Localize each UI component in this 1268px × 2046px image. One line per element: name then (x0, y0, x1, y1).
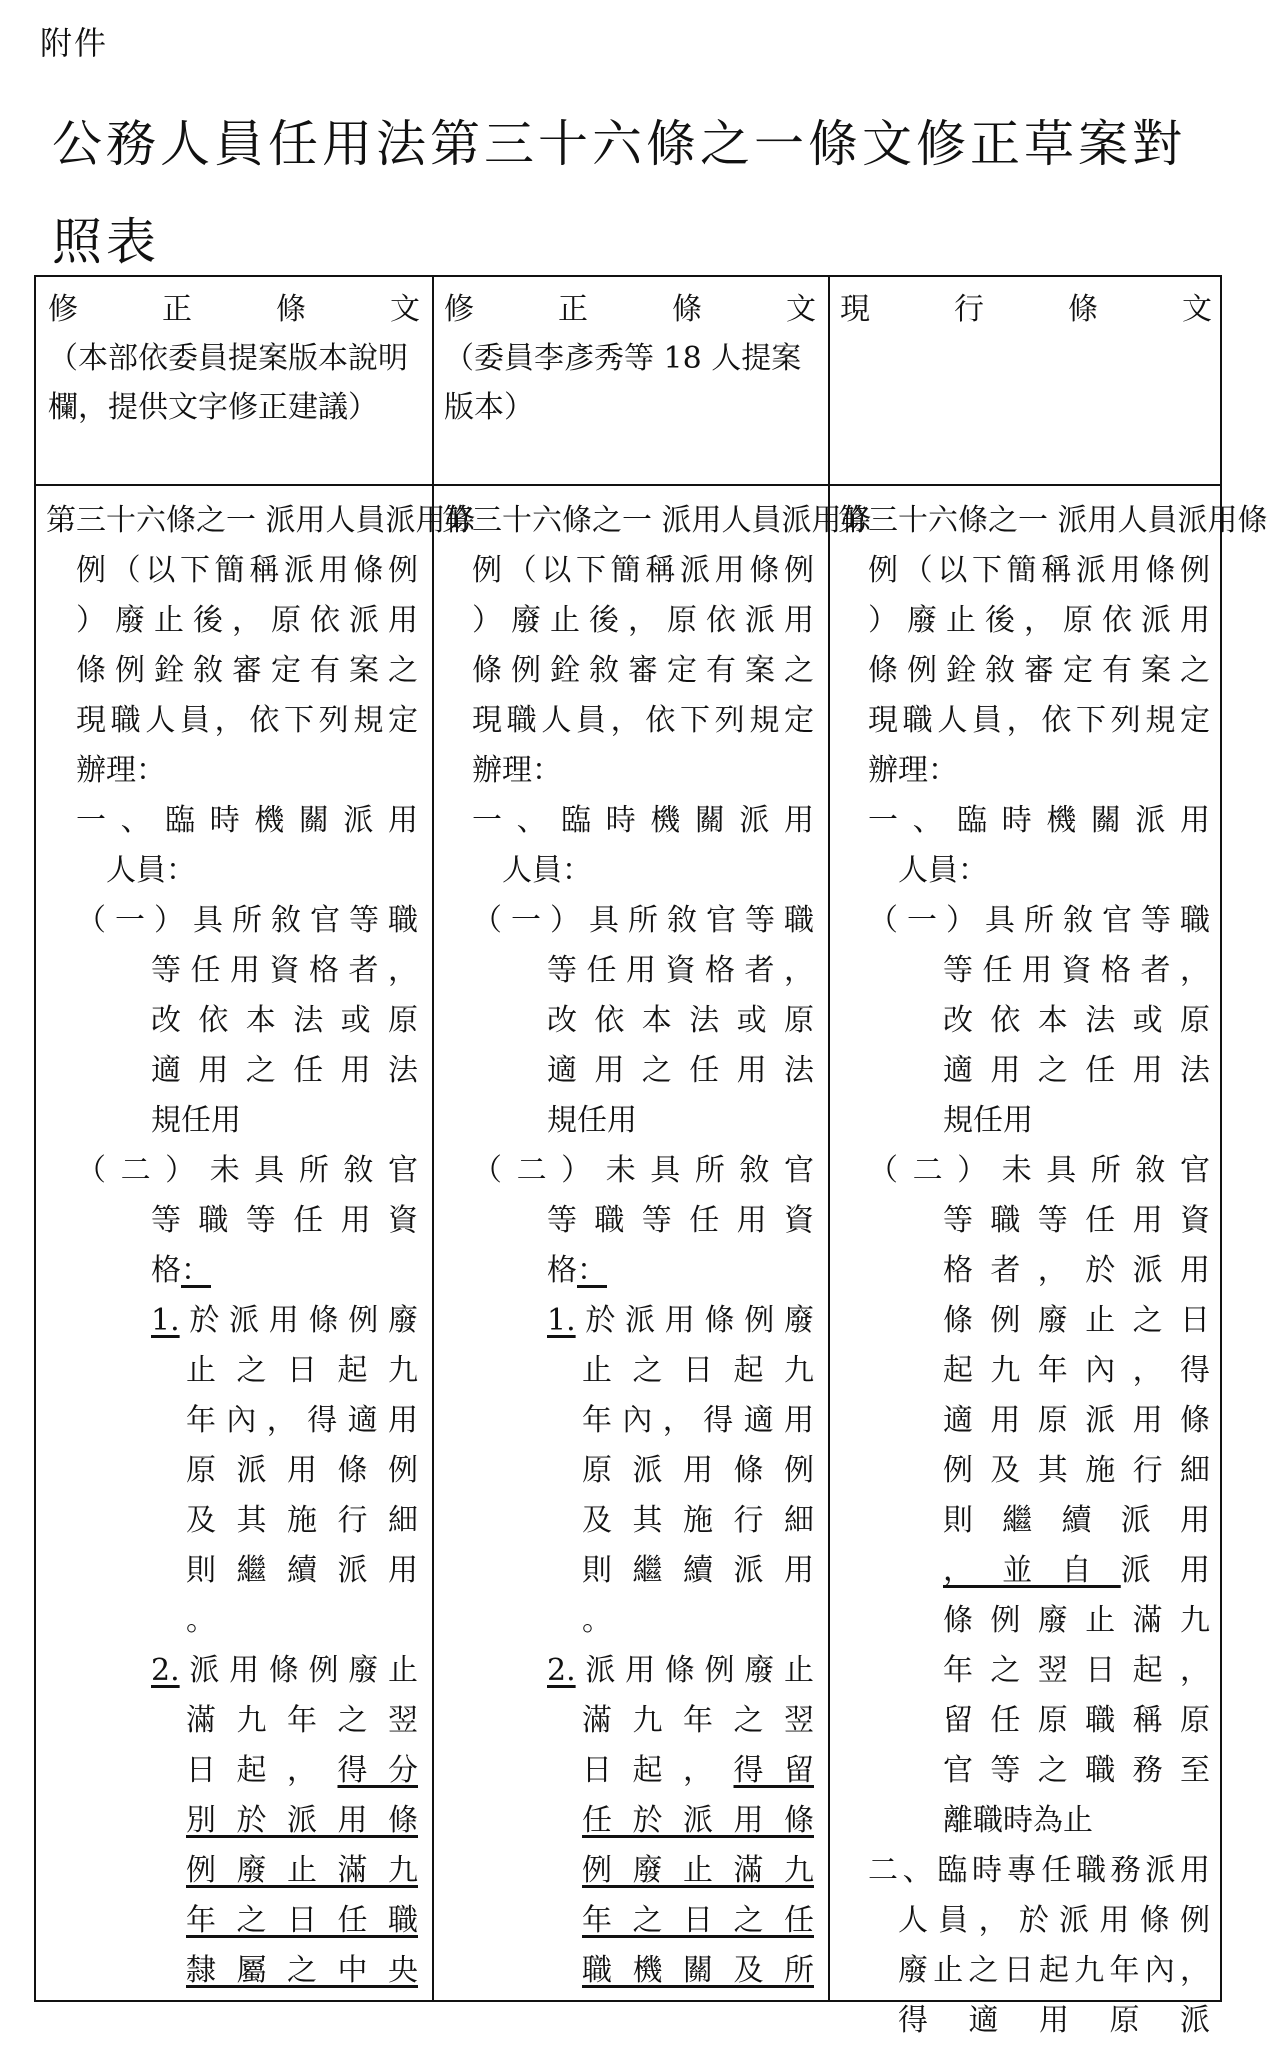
header-divider (36, 484, 1220, 486)
text-segment: （二）未具所敘官 (76, 1153, 418, 1188)
text-segment: 適用之任用法 (547, 1053, 814, 1088)
text-line (46, 1596, 418, 1646)
text-segment: 人員： (106, 853, 196, 888)
text-segment: 日起， (582, 1753, 734, 1788)
text-line (838, 1096, 1210, 1146)
amended-text: 隸屬之中央 (186, 1953, 418, 1988)
text-line (838, 846, 1210, 896)
text-line (838, 596, 1210, 646)
text-segment: 於派用條例廢 (179, 1303, 418, 1338)
text-line (46, 496, 476, 546)
text-segment: 改依本法或原 (151, 1003, 418, 1038)
text-line (442, 1446, 814, 1496)
text-segment: 起九年內，得 (943, 1353, 1210, 1388)
text-line (442, 846, 814, 896)
text-segment: 辦理： (76, 753, 166, 788)
text-line (838, 1296, 1210, 1346)
text-line (838, 1196, 1210, 1246)
text-line (442, 1646, 814, 1696)
text-line (838, 1646, 1210, 1696)
text-segment: 官等之職務至 (943, 1753, 1210, 1788)
text-segment: 年內，得適用 (582, 1403, 814, 1438)
text-segment: 等職等任用資 (943, 1203, 1210, 1238)
text-line (838, 1146, 1210, 1196)
text-segment: 例（以下簡稱派用條例 (868, 553, 1210, 588)
text-line (46, 796, 418, 846)
text-line (46, 946, 418, 996)
column-current-text (838, 496, 1268, 2046)
text-segment: 等任用資格者， (151, 953, 418, 988)
text-line (838, 1746, 1210, 1796)
text-segment: 例（以下簡稱派用條例 (472, 553, 814, 588)
text-line (442, 796, 814, 846)
text-line (442, 946, 814, 996)
text-segment: 派用條例廢止 (179, 1653, 418, 1688)
text-line (838, 546, 1210, 596)
text-segment: 現職人員，依下列規定 (76, 703, 418, 738)
text-segment: 留任原職稱原 (943, 1703, 1210, 1738)
text-segment: 。 (186, 1603, 216, 1638)
text-line (442, 1296, 814, 1346)
text-line (442, 1046, 814, 1096)
text-segment: 規任用 (151, 1103, 241, 1138)
text-line (46, 1546, 418, 1596)
text-segment: 人員： (502, 853, 592, 888)
column-subtitle: （本部依委員提案版本說明欄，提供文字修正建議） (48, 341, 408, 425)
text-segment: 條例銓敘審定有案之 (76, 653, 418, 688)
text-line (442, 896, 814, 946)
text-line (838, 946, 1210, 996)
text-segment: 則繼續派用 (186, 1553, 418, 1588)
text-line (838, 1996, 1210, 2046)
text-line (46, 596, 418, 646)
text-segment: 一、臨時機關派用 (868, 803, 1210, 838)
text-segment: 等職等任用資 (547, 1203, 814, 1238)
text-segment: 條例廢止滿九 (943, 1603, 1210, 1638)
text-line (442, 696, 814, 746)
text-segment: 離職時為止 (943, 1803, 1093, 1838)
text-segment: 止之日起九 (582, 1353, 814, 1388)
text-line (838, 1246, 1210, 1296)
text-line (46, 1946, 418, 1996)
text-line (442, 1896, 814, 1946)
text-segment: ）廢止後，原依派用 (868, 603, 1210, 638)
text-line (46, 1196, 418, 1246)
text-line (442, 1146, 814, 1196)
text-segment: 辦理： (868, 753, 958, 788)
page-title: 公務人員任用法第三十六條之一條文修正草案對照表 (52, 115, 1186, 271)
text-segment: 一、臨時機關派用 (472, 803, 814, 838)
text-segment: 原派用條例 (186, 1453, 418, 1488)
amended-text: 2. (151, 1653, 180, 1688)
text-segment: ）廢止後，原依派用 (472, 603, 814, 638)
text-segment: 第三十六條之一 派用人員派用條 (838, 503, 1268, 538)
text-line (46, 1446, 418, 1496)
text-line (46, 1296, 418, 1346)
text-segment: 等任用資格者， (943, 953, 1210, 988)
text-segment: 等任用資格者， (547, 953, 814, 988)
text-line (46, 1846, 418, 1896)
text-segment: 例及其施行細 (943, 1453, 1210, 1488)
text-line (46, 1796, 418, 1846)
text-line (838, 1846, 1210, 1896)
text-segment: 適用之任用法 (151, 1053, 418, 1088)
text-segment: 現職人員，依下列規定 (868, 703, 1210, 738)
text-line (442, 596, 814, 646)
text-line (838, 796, 1210, 846)
text-line (442, 996, 814, 1046)
text-line (838, 896, 1210, 946)
text-segment: 適用之任用法 (943, 1053, 1210, 1088)
text-line (442, 1796, 814, 1846)
text-line (46, 746, 418, 796)
amended-text: 年之日任職 (186, 1903, 418, 1938)
amended-text: 別於派用條 (186, 1803, 418, 1838)
column-proposed-ministry-text (46, 496, 476, 1996)
text-line (46, 1246, 418, 1296)
text-segment: 條例廢止之日 (943, 1303, 1210, 1338)
text-segment: 派用條例廢止 (575, 1653, 814, 1688)
text-line (442, 1846, 814, 1896)
text-segment: （一）具所敘官等職 (472, 903, 814, 938)
amended-text: 得分 (337, 1753, 418, 1788)
text-line (838, 746, 1210, 796)
amended-text: 1. (151, 1303, 180, 1338)
text-line (46, 1346, 418, 1396)
amended-text: 年之日之任 (582, 1903, 814, 1938)
text-line (442, 1396, 814, 1446)
text-line (46, 1646, 418, 1696)
text-segment: 改依本法或原 (547, 1003, 814, 1038)
text-line (46, 1746, 418, 1796)
text-line (46, 1896, 418, 1946)
text-line (838, 1596, 1210, 1646)
text-segment: 止之日起九 (186, 1353, 418, 1388)
text-segment: 辦理： (472, 753, 562, 788)
amended-text: 1. (547, 1303, 576, 1338)
text-segment: 年之翌日起， (943, 1653, 1210, 1688)
text-segment: 規任用 (943, 1103, 1033, 1138)
text-line (46, 646, 418, 696)
text-line (442, 496, 872, 546)
text-line (838, 646, 1210, 696)
text-line (46, 846, 418, 896)
amended-text: 於派用條 (632, 1803, 814, 1838)
text-line (442, 1946, 814, 1996)
text-line (838, 696, 1210, 746)
text-line (442, 1596, 814, 1646)
text-line (442, 1746, 814, 1796)
text-line (838, 496, 1268, 546)
text-segment: 適用原派用條 (943, 1403, 1210, 1438)
text-line (838, 1546, 1210, 1596)
text-line (442, 646, 814, 696)
text-segment: （二）未具所敘官 (472, 1153, 814, 1188)
text-segment: 第三十六條之一 派用人員派用條 (46, 503, 476, 538)
text-segment: 改依本法或原 (943, 1003, 1210, 1038)
header-cell-proposed-ministry (48, 285, 420, 432)
text-line (46, 696, 418, 746)
text-line (46, 1496, 418, 1546)
text-line (838, 996, 1210, 1046)
text-segment: 及其施行細 (186, 1503, 418, 1538)
text-line (442, 1196, 814, 1246)
text-line (838, 1346, 1210, 1396)
text-line (46, 996, 418, 1046)
text-line (46, 1046, 418, 1096)
text-segment: （一）具所敘官等職 (76, 903, 418, 938)
text-segment: 人員： (898, 853, 988, 888)
text-segment: 則繼續派用 (943, 1503, 1210, 1538)
text-segment: 人員，於派用條例 (898, 1903, 1210, 1938)
text-line (838, 1496, 1210, 1546)
text-line (46, 1146, 418, 1196)
column-heading: 現 行 條 文 (840, 292, 1212, 327)
text-line (838, 1896, 1210, 1946)
amended-text: ，並自 (943, 1553, 1121, 1588)
attachment-label: 附件 (40, 24, 109, 62)
text-line (46, 1396, 418, 1446)
text-line (442, 1246, 814, 1296)
text-segment: ）廢止後，原依派用 (76, 603, 418, 638)
text-segment: 一、臨時機關派用 (76, 803, 418, 838)
text-segment: 派用 (1120, 1553, 1210, 1588)
text-segment: 滿九年之翌 (186, 1703, 418, 1738)
column-proposed-legislator-text (442, 496, 872, 1996)
text-line (46, 546, 418, 596)
text-line (442, 1696, 814, 1746)
text-segment: 日起， (186, 1753, 338, 1788)
comparison-table (34, 275, 1268, 2038)
column-heading: 修 正 條 文 (48, 292, 420, 327)
column-heading: 修 正 條 文 (444, 292, 816, 327)
text-line (46, 1096, 418, 1146)
amended-text: 任 (582, 1803, 633, 1838)
text-segment: 條例銓敘審定有案之 (868, 653, 1210, 688)
text-segment: 格 (547, 1253, 577, 1288)
text-line (442, 1546, 814, 1596)
amended-text: ： (181, 1253, 211, 1288)
amended-text: 得留 (733, 1753, 814, 1788)
header-cell-proposed-legislator (444, 285, 816, 432)
text-segment: 年內，得適用 (186, 1403, 418, 1438)
text-line (838, 1796, 1210, 1846)
text-line (46, 896, 418, 946)
text-line (838, 1946, 1210, 1996)
amended-text: 例廢止滿九 (186, 1853, 418, 1888)
text-segment: 條例銓敘審定有案之 (472, 653, 814, 688)
text-segment: 原派用條例 (582, 1453, 814, 1488)
text-segment: 例（以下簡稱派用條例 (76, 553, 418, 588)
text-segment: 等職等任用資 (151, 1203, 418, 1238)
text-line (838, 1396, 1210, 1446)
text-line (442, 1496, 814, 1546)
text-segment: （一）具所敘官等職 (868, 903, 1210, 938)
text-segment: 規任用 (547, 1103, 637, 1138)
text-line (442, 546, 814, 596)
text-line (838, 1046, 1210, 1096)
text-line (442, 1096, 814, 1146)
text-line (46, 1696, 418, 1746)
header-cell-current (840, 285, 1212, 334)
text-line (838, 1696, 1210, 1746)
text-segment: （二）未具所敘官 (868, 1153, 1210, 1188)
amended-text: 例廢止滿九 (582, 1853, 814, 1888)
text-segment: 於派用條例廢 (575, 1303, 814, 1338)
text-segment: 二、臨時專任職務派用 (868, 1853, 1210, 1888)
text-segment: 現職人員，依下列規定 (472, 703, 814, 738)
text-line (442, 746, 814, 796)
text-segment: 滿九年之翌 (582, 1703, 814, 1738)
text-line (838, 1446, 1210, 1496)
text-segment: 則繼續派用 (582, 1553, 814, 1588)
text-segment: 及其施行細 (582, 1503, 814, 1538)
text-segment: 格者，於派用 (943, 1253, 1210, 1288)
amended-text: 職機關及所 (582, 1953, 814, 1988)
text-segment: 第三十六條之一 派用人員派用條 (442, 503, 872, 538)
text-segment: 廢止之日起九年內， (898, 1953, 1210, 1988)
text-segment: 格 (151, 1253, 181, 1288)
amended-text: 2. (547, 1653, 576, 1688)
text-line (442, 1346, 814, 1396)
text-segment: 得適用原派 (898, 2003, 1210, 2038)
amended-text: ： (577, 1253, 607, 1288)
column-subtitle: （委員李彥秀等 18 人提案版本） (444, 341, 802, 425)
text-segment: 。 (582, 1603, 612, 1638)
